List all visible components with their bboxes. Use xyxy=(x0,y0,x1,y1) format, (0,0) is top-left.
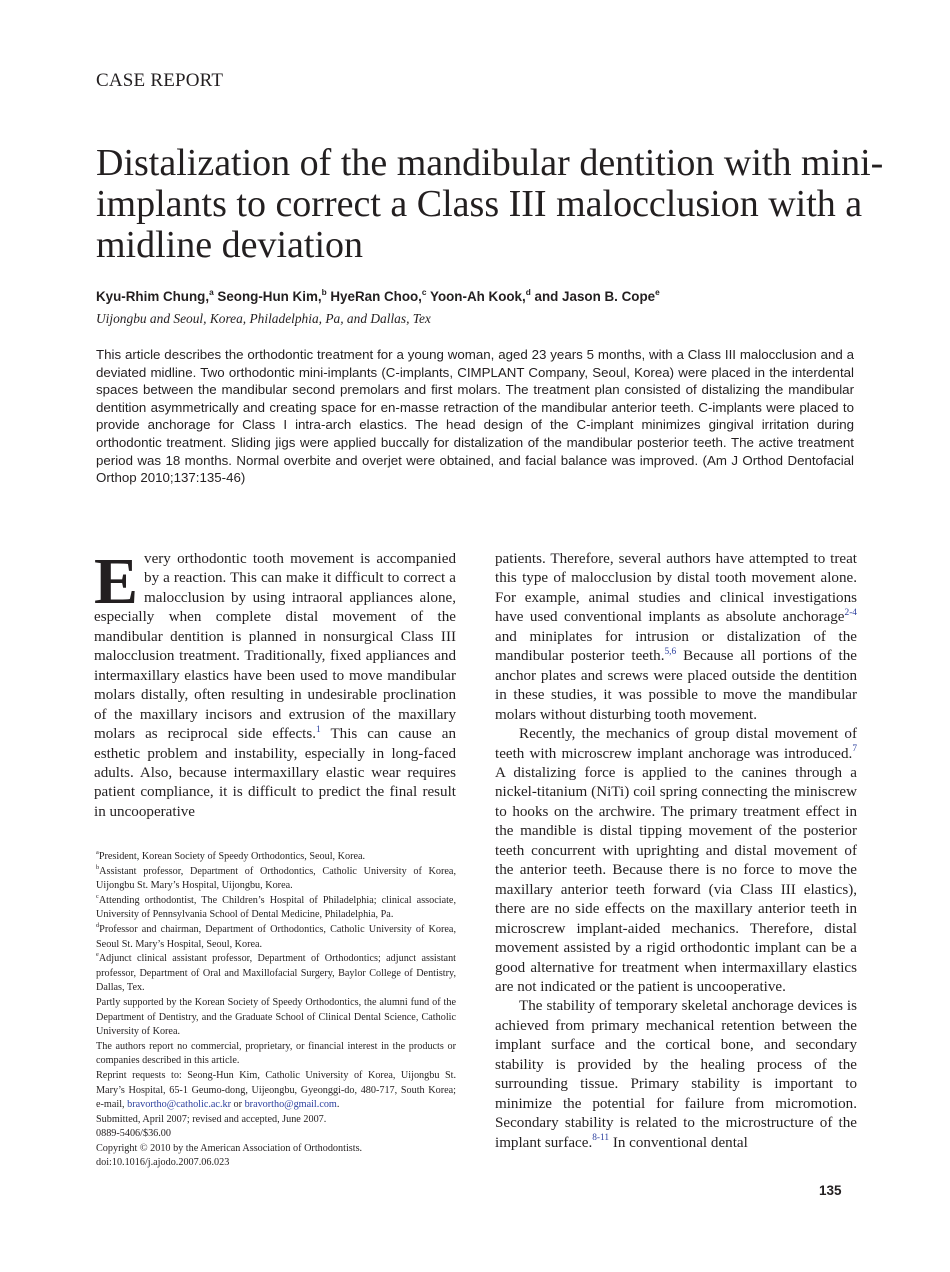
author-affiliation-mark: c xyxy=(421,287,427,298)
body-paragraph xyxy=(495,997,857,1153)
paragraph-text: In conventional dental xyxy=(609,1134,748,1151)
footnote xyxy=(96,865,456,894)
footnote-text: Attending orthodontist, The Children’s Hospital of Philadelphia; clinical associate, University of Pennsylvania School of Dental Medicine, Philadelphia, Pa. xyxy=(96,894,456,921)
author-affiliation-mark: d xyxy=(525,287,531,298)
footnotes xyxy=(96,850,456,1171)
paragraph-text: A distalizing force is applied to the canines through a nickel-titanium (NiTi) coil spring connecting the miniscrew to hooks on the archwire. The primary treatment effect in the mandible is distal tipping movement of the posterior teeth concurrent with uprighting and distal movement of the anterior teeth. Because there is no force to move the maxillary anterior teeth forward (via Class III elastics), there are no side effects on the maxillary anterior teeth in microscrew implant-aided mechanics. Therefore, distal movement assisted by a rigid orthodontic implant can be a good alternative for treatment when intermaxillary elastics are not indicated or the patient is uncooperative. xyxy=(495,764,857,995)
footnote-mark: b xyxy=(96,863,100,871)
author-name: Yoon-Ah Kook, xyxy=(430,289,526,304)
funding-note: Partly supported by the Korean Society of Speedy Orthodontics, the alumni fund of the Department of Dentistry, and the Graduate School of Clinical Dental Science, Catholic University of Korea. xyxy=(96,996,456,1038)
paragraph-text: Because all portions of the anchor plates and screws were placed outside the dentition in these studies, it was possible to move the mandibular molars without disturbing tooth movement. xyxy=(495,648,857,723)
abstract: This article describes the orthodontic treatment for a young woman, aged 23 years 5 months, with a Class III malocclusion and a deviated midline. Two orthodontic mini-implants (C-implants, CIMPLANT Company, Seoul, Korea) were placed in the interdental spaces between the mandibular second premolars and first molars. The treatment plan consisted of distalizing the mandibular dentition asymmetrically and creating space for en-masse retraction of the mandibular anterior teeth. C-implants were placed to provide anchorage for Class I intra-arch elastics. The head design of the C-implant minimizes gingival irritation during orthodontic treatment. Sliding jigs were applied buccally for distalization of the mandibular posterior teeth. The active treatment period was 18 months. Normal overbite and overjet were obtained, and facial balance was improved. (Am J Orthod Dentofacial Orthop 2010;137:135-46) xyxy=(96,347,854,486)
body-paragraph xyxy=(495,725,857,997)
footnote xyxy=(96,923,456,952)
author-name: Seong-Hun Kim, xyxy=(217,289,322,304)
email-link[interactable]: bravortho@gmail.com xyxy=(244,1099,337,1111)
section-label: CASE REPORT xyxy=(96,70,224,91)
footnote xyxy=(96,894,456,923)
author-affiliation-mark: e xyxy=(655,287,660,298)
body-column-left xyxy=(94,545,456,822)
paragraph-text: patients. Therefore, several authors have attempted to treat this type of malocclusion by distal tooth movement alone. For example, animal studies and clinical investigations have used conventional implants as absolute anchorage xyxy=(495,551,857,626)
body-paragraph xyxy=(94,545,456,822)
doi: doi:10.1016/j.ajodo.2007.06.023 xyxy=(96,1157,230,1169)
author-affiliation-mark: a xyxy=(209,287,214,298)
citation-link[interactable]: 5,6 xyxy=(664,646,677,657)
paragraph-text: very orthodontic tooth movement is accompanied by a reaction. This can make it difficult to correct a malocclusion by using intraoral appliances alone, especially when complete distal movement of the mandibular dentition is planned in nonsurgical Class III malocclusion treatment. Traditionally, fixed appliances and intermaxillary elastics have been used to move mandibular molars distally, often resulting in undesirable proclination of the maxillary incisors and extrusion of the maxillary molars as reciprocal side effects. xyxy=(94,551,456,743)
footnote xyxy=(96,850,456,865)
drop-cap: E xyxy=(94,545,139,618)
footnote-text: Assistant professor, Department of Orthodontics, Catholic University of Korea, Uijongbu St. Mary’s Hospital, Uijongbu, Korea. xyxy=(96,865,456,892)
paragraph-text: This can cause an esthetic problem and instability, especially in long-faced adults. Also, because intermaxillary elastic wear requires patient compliance, it is difficult to predict the final result in uncooperative xyxy=(94,726,456,820)
footnote-mark: c xyxy=(96,893,99,901)
article-title: Distalization of the mandibular dentition with mini-implants to correct a Class III malocclusion with a midline deviation xyxy=(96,142,884,266)
author-name: and Jason B. Cope xyxy=(534,289,656,304)
footnote-text: Adjunct clinical assistant professor, Department of Orthodontics; adjunct assistant professor, Department of Oral and Maxillofacial Surgery, Baylor College of Dentistry, Dallas, Tex. xyxy=(96,953,456,994)
reprint-request xyxy=(96,1069,456,1113)
reprint-text: Reprint requests to: Seong-Hun Kim, Catholic University of Korea, Uijongbu St. Mary’s Hospital, 65-1 Geumo-dong, Uijeongbu, Gyeonggi-do, 480-717, South Korea; e-mail, xyxy=(96,1069,456,1111)
disclosure-note: The authors report no commercial, proprietary, or financial interest in the products or companies described in this article. xyxy=(96,1040,456,1067)
footnote-text: President, Korean Society of Speedy Orthodontics, Seoul, Korea. xyxy=(98,851,366,862)
author-name: Kyu-Rhim Chung, xyxy=(96,289,210,304)
author-name: HyeRan Choo, xyxy=(330,289,422,304)
paragraph-text: The stability of temporary skeletal anchorage devices is achieved from primary mechanical retention between the implant surface and the cortical bone, and secondary stability is provided by the healing process of the surrounding tissue. Primary stability is important to minimize the potential for failure from micromotion. Secondary stability is related to the microstructure of the implant surface. xyxy=(495,998,857,1151)
issn: 0889-5406/$36.00 xyxy=(96,1128,171,1140)
copyright: Copyright © 2010 by the American Association of Orthodontists. xyxy=(96,1142,363,1154)
author-list xyxy=(96,289,660,304)
author-affiliation-mark: b xyxy=(321,287,327,298)
footnote-text: Professor and chairman, Department of Orthodontics, Catholic University of Korea, Seoul St. Mary’s Hospital, Seoul, Korea. xyxy=(96,923,456,950)
citation-link[interactable]: 8-11 xyxy=(592,1133,610,1144)
body-column-right xyxy=(495,550,857,1153)
footnote-mark: a xyxy=(96,849,99,857)
footnote xyxy=(96,952,456,996)
email-link[interactable]: bravortho@catholic.ac.kr xyxy=(127,1099,231,1111)
paragraph-text: Recently, the mechanics of group distal movement of teeth with microscrew implant anchorage was introduced. xyxy=(495,726,857,762)
citation-link[interactable]: 2-4 xyxy=(844,607,857,618)
footnote-mark: d xyxy=(96,922,100,930)
page-number: 135 xyxy=(819,1183,842,1198)
reprint-text: . xyxy=(336,1099,340,1111)
author-affiliations: Uijongbu and Seoul, Korea, Philadelphia, Pa, and Dallas, Tex xyxy=(96,311,431,326)
footnote-mark: e xyxy=(96,951,99,959)
citation-link[interactable]: 7 xyxy=(852,744,857,755)
body-paragraph xyxy=(495,550,857,725)
paragraph-text: and miniplates for intrusion or distalization of the mandibular posterior teeth. xyxy=(495,628,857,665)
reprint-text: or xyxy=(233,1099,243,1111)
submission-dates: Submitted, April 2007; revised and accepted, June 2007. xyxy=(96,1113,327,1125)
citation-link[interactable]: 1 xyxy=(316,724,321,735)
